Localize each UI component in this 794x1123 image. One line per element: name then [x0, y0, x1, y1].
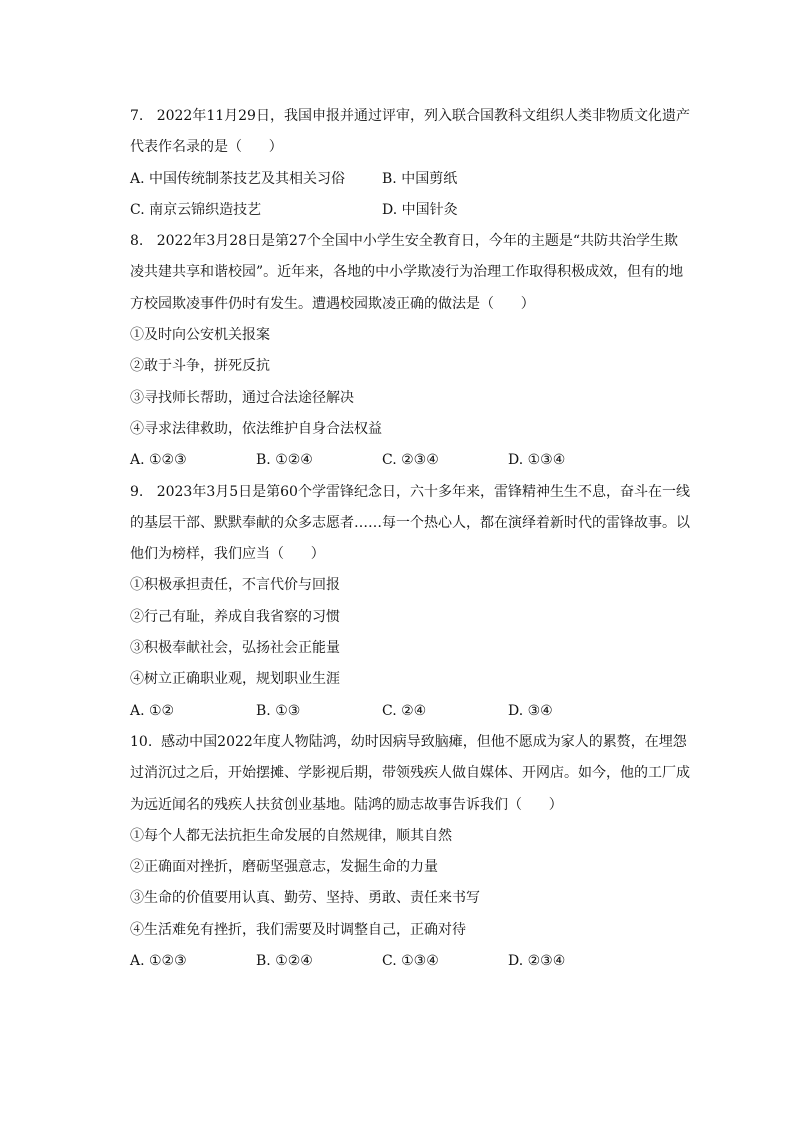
question-stem-line: 7. 2022年11月29日，我国申报并通过评审，列入联合国教科文组织人类非物质文化遗产: [130, 108, 690, 124]
option-d[interactable]: D. ①③④: [508, 452, 566, 469]
option-a[interactable]: A. 中国传统制茶技艺及其相关习俗: [130, 170, 346, 187]
option-d[interactable]: D. ②③④: [508, 953, 566, 970]
question-stem-line: 为远近闻名的残疾人扶贫创业基地。陆鸿的励志故事告诉我们（ ）: [130, 796, 563, 813]
option-c[interactable]: C. ①③④: [382, 953, 439, 970]
statement-2: ②正确面对挫折，磨砺坚强意志，发掘生命的力量: [130, 859, 438, 876]
statement-2: ②敢于斗争，拼死反抗: [130, 358, 270, 375]
question-stem-line: 代表作名录的是（ ）: [130, 139, 283, 156]
option-a[interactable]: A. ①②③: [130, 953, 187, 970]
options-row: [130, 696, 690, 727]
statement-4: ④生活难免有挫折，我们需要及时调整自己，正确对待: [130, 921, 466, 938]
options-row: [130, 445, 690, 476]
question-stem-line: 10. 感动中国2022年度人物陆鸿，幼时因病导致脑瘫，但他不愿成为家人的累赘，在埋怨: [130, 733, 687, 750]
exam-page: [130, 101, 690, 977]
question-stem-line: 9. 2023年3月5日是第60个学雷锋纪念日，六十多年来，雷锋精神生生不息，奋斗在一线: [130, 483, 690, 500]
option-b[interactable]: B. ①②④: [256, 953, 313, 970]
question-10: [130, 727, 690, 977]
statement-3: ③积极奉献社会，弘扬社会正能量: [130, 640, 340, 657]
question-8: [130, 226, 690, 476]
statement-3: ③寻找师长帮助，通过合法途径解决: [130, 389, 354, 406]
statement-1: ①积极承担责任，不言代价与回报: [130, 577, 340, 594]
option-d[interactable]: D. 中国针灸: [382, 201, 458, 218]
statement-1: ①及时向公安机关报案: [130, 327, 270, 344]
options-row: [130, 164, 690, 195]
options-row: [130, 946, 690, 977]
statement-4: ④树立正确职业观，规划职业生涯: [130, 671, 340, 688]
question-stem-line: 过消沉过之后，开始摆摊、学影视后期，带领残疾人做自媒体、开网店。如今，他的工厂成: [130, 765, 690, 782]
statement-2: ②行己有耻，养成自我省察的习惯: [130, 608, 340, 625]
question-stem-line: 他们为榜样，我们应当（ ）: [130, 546, 325, 563]
option-c[interactable]: C. ②④: [382, 702, 427, 719]
option-a[interactable]: A. ①②: [130, 702, 175, 719]
statement-4: ④寻求法律救助，依法维护自身合法权益: [130, 420, 382, 437]
option-b[interactable]: B. ①③: [256, 702, 301, 719]
statement-1: ①每个人都无法抗拒生命发展的自然规律，顺其自然: [130, 827, 452, 844]
statement-3: ③生命的价值要用认真、勤劳、坚持、勇敢、责任来书写: [130, 890, 480, 907]
options-row: [130, 195, 690, 226]
question-9: [130, 477, 690, 727]
option-d[interactable]: D. ③④: [508, 702, 553, 719]
option-c[interactable]: C. 南京云锦织造技艺: [130, 201, 262, 218]
option-a[interactable]: A. ①②③: [130, 452, 187, 469]
question-stem-line: 8. 2022年3月28日是第27个全国中小学生安全教育日，今年的主题是“共防共治学生欺: [130, 233, 679, 250]
option-b[interactable]: B. ①②④: [256, 452, 313, 469]
option-b[interactable]: B. 中国剪纸: [382, 170, 458, 187]
option-c[interactable]: C. ②③④: [382, 452, 439, 469]
question-7: [130, 101, 690, 226]
question-stem-line: 的基层干部、默默奉献的众多志愿者……每一个热心人，都在演绎着新时代的雷锋故事。以: [130, 514, 690, 531]
question-stem-line: 凌共建共享和谐校园”。近年来，各地的中小学欺凌行为治理工作取得积极成效，但有的地: [130, 264, 684, 281]
question-stem-line: 方校园欺凌事件仍时有发生。遭遇校园欺凌正确的做法是（ ）: [130, 295, 535, 312]
